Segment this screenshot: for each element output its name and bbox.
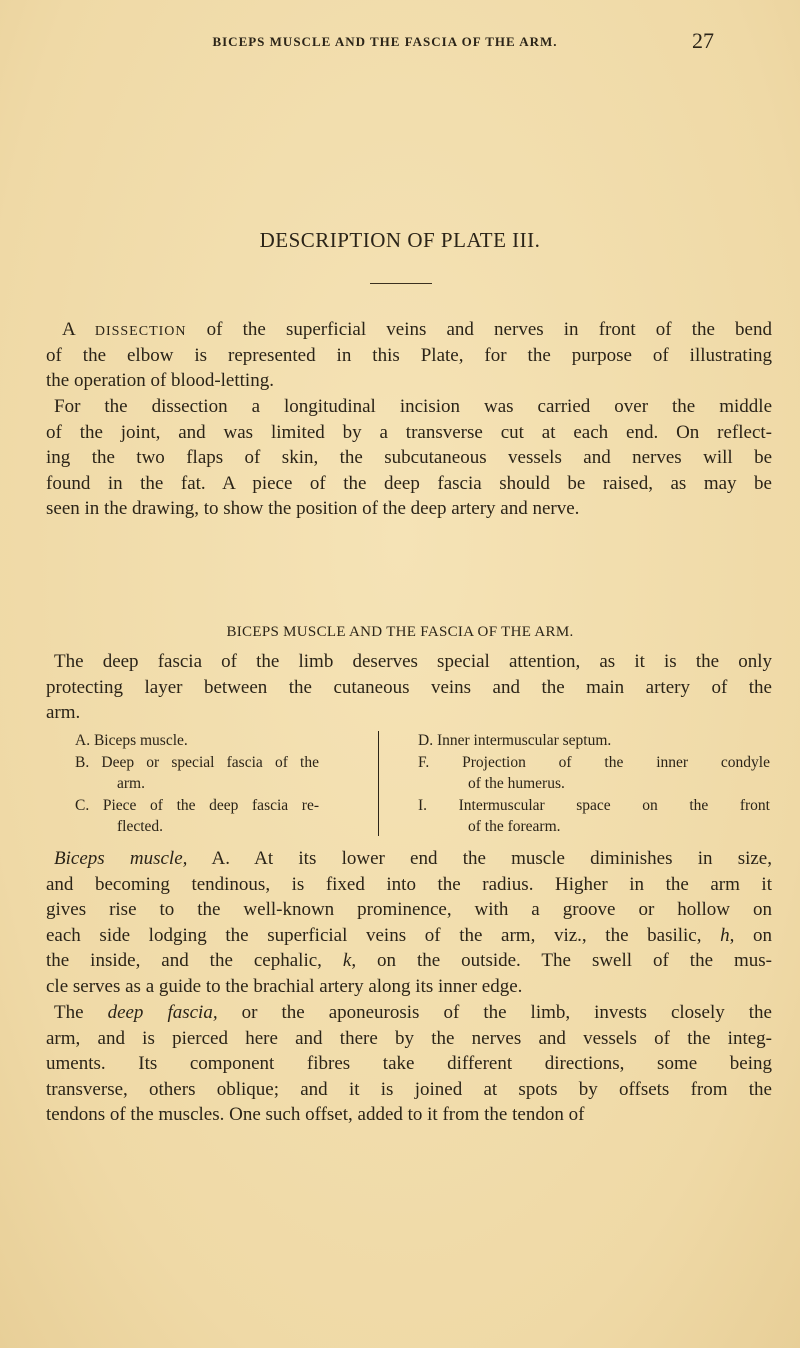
text-line — [46, 1077, 772, 1103]
line-text: of the superficial veins and nerves in front of the bend — [186, 319, 772, 340]
text-line — [46, 923, 772, 949]
legend-divider — [378, 731, 379, 836]
section-heading: BICEPS MUSCLE AND THE FASCIA OF THE ARM. — [226, 624, 574, 640]
line-text: tendons of the muscles. One such offset, added to it from the tendon of — [46, 1104, 585, 1126]
title-rule — [370, 283, 432, 284]
legend-left-column — [75, 730, 319, 838]
running-head: BICEPS MUSCLE AND THE FASCIA OF THE ARM. — [212, 34, 558, 49]
line-text: each side lodging the superficial veins of the arm, viz., the basilic, — [46, 924, 721, 946]
text-line: found in the fat. A piece of the deep fascia should be raised, as may be — [46, 472, 772, 494]
line-text: arm, and is pierced here and there by the nerves and vessels of the integ- — [46, 1027, 772, 1049]
legend-item: I. Intermuscular space on the front — [418, 796, 770, 814]
biceps-paragraph — [46, 846, 772, 1000]
text-line: The deep fascia of the limb deserves special attention, as it is the only — [54, 651, 772, 672]
text-line — [46, 974, 772, 1000]
italic-text: deep fascia, — [107, 1002, 218, 1023]
text-line — [46, 1102, 772, 1128]
line-text: or the aponeurosis of the limb, invests closely the — [217, 1002, 772, 1023]
legend-item: A. Biceps muscle. — [75, 732, 188, 749]
line-text: , on — [729, 924, 772, 946]
text-line — [46, 1026, 772, 1052]
line-text: and becoming tendinous, is fixed into the radius. Higher in the arm it — [46, 873, 772, 895]
text-line: ing the two flaps of skin, the subcutaneous vessels and nerves will be — [46, 447, 772, 469]
text-line: arm. — [46, 702, 81, 724]
text-line — [46, 897, 772, 923]
text-line: of the elbow is represented in this Plate, for the purpose of illustrating — [46, 344, 772, 366]
legend-item: B. Deep or special fascia of the — [75, 753, 319, 771]
line-text: transverse, others oblique; and it is joined at spots by offsets from the — [46, 1078, 772, 1100]
deep-fascia-paragraph — [46, 1000, 772, 1128]
legend-item: D. Inner intermuscular septum. — [418, 732, 612, 749]
legend-right-column — [418, 730, 770, 838]
legend-item: arm. — [117, 775, 145, 792]
plate-title: DESCRIPTION OF PLATE III. — [259, 228, 541, 252]
line-text: The — [54, 1002, 108, 1023]
text-line — [46, 948, 772, 974]
text-line: the operation of blood-letting. — [46, 370, 274, 392]
text-line — [46, 1000, 772, 1026]
legend-item: C. Piece of the deep fascia re- — [75, 796, 319, 814]
text-line: seen in the drawing, to show the position of the deep artery and nerve. — [46, 498, 580, 520]
page-number: 27 — [692, 28, 714, 53]
italic-text: k — [342, 950, 352, 972]
line-text: uments. Its component fibres take different directions, some being — [46, 1053, 772, 1075]
text-line — [46, 1051, 772, 1077]
intro-paragraph-2 — [46, 394, 772, 522]
line-text: A. At its lower end the muscle diminishes in size, — [187, 848, 772, 869]
text-line — [46, 317, 772, 343]
fascia-paragraph — [46, 649, 772, 726]
text-line — [46, 846, 772, 872]
line-text: , on the outside. The swell of the mus- — [351, 950, 772, 972]
text-line: protecting layer between the cutaneous veins and the main artery of the — [46, 676, 772, 698]
legend-item: flected. — [117, 818, 164, 835]
text-line: of the joint, and was limited by a transverse cut at each end. On reflect- — [46, 421, 772, 443]
legend-item: of the forearm. — [468, 818, 561, 835]
legend-item: F. Projection of the inner condyle — [418, 753, 770, 771]
initial-letter: A — [62, 319, 75, 340]
intro-paragraph-1 — [46, 317, 772, 394]
line-text: the inside, and the cephalic, — [46, 950, 343, 972]
text-line: For the dissection a longitudinal incision was carried over the middle — [54, 396, 772, 417]
line-text: gives rise to the well-known prominence, with a groove or hollow on — [46, 899, 772, 921]
text-line — [46, 872, 772, 898]
italic-text: Biceps muscle, — [54, 848, 188, 869]
smallcaps-word: DISSECTION — [94, 324, 187, 339]
italic-text: h — [720, 924, 730, 946]
legend-item: of the humerus. — [468, 775, 565, 792]
line-text: cle serves as a guide to the brachial artery along its inner edge. — [46, 975, 523, 997]
